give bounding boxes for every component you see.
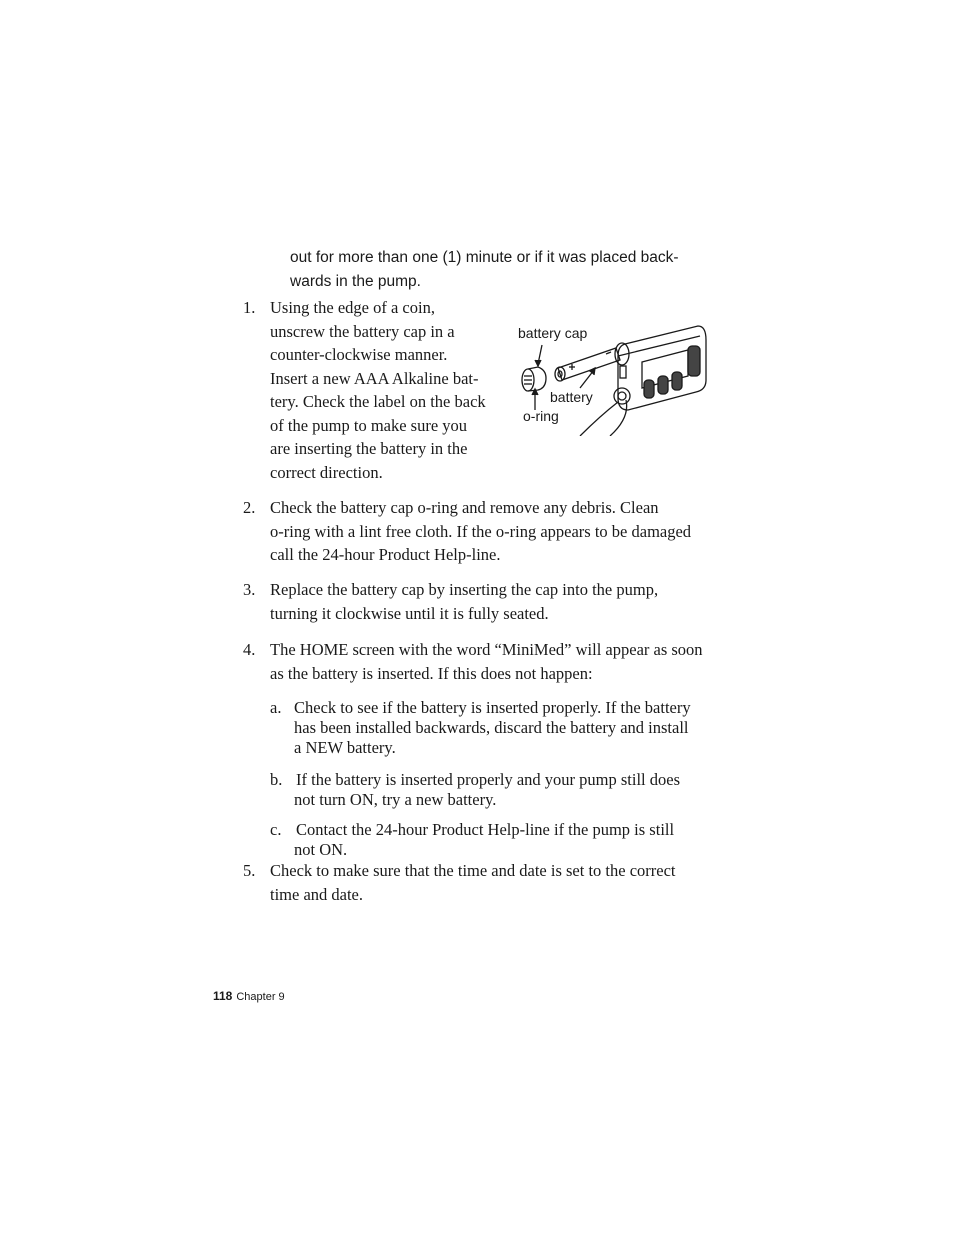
battery-diagram [510, 318, 720, 436]
step-number: 1. [243, 298, 256, 317]
step-line: time and date. [270, 884, 364, 904]
step-line: are inserting the battery in the [270, 439, 468, 458]
substep-line: If the battery is inserted properly and your pump still does [296, 770, 680, 789]
substep-line: Contact the 24-hour Product Help-line if the pump is still [296, 820, 675, 839]
step-line: Using the edge of a coin, [270, 298, 435, 317]
battery-label: battery [550, 389, 593, 405]
step-line: correct direction. [270, 462, 383, 482]
step-line: Insert a new AAA Alkaline bat- [270, 368, 479, 388]
step-line: as the battery is inserted. If this does not happen: [270, 663, 593, 683]
chapter-label: Chapter 9 [236, 991, 285, 1003]
step-line: unscrew the battery cap in a [270, 321, 455, 341]
step-line: Check the battery cap o-ring and remove any debris. Clean [270, 498, 659, 517]
intro-line-2: wards in the pump. [290, 273, 421, 290]
step-line: tery. Check the label on the back [270, 392, 486, 411]
intro-text [290, 246, 730, 294]
step-number: 2. [243, 498, 256, 517]
step-line: Check to make sure that the time and date is set to the correct [270, 861, 676, 880]
step-number: 4. [243, 640, 256, 659]
substep-line: not ON. [294, 840, 348, 859]
substep-line: has been installed backwards, discard the battery and install [294, 718, 689, 737]
page-footer [213, 989, 285, 1003]
page-number: 118 [213, 989, 233, 1003]
substep-line: not turn ON, try a new battery. [294, 790, 497, 809]
step-line: counter-clockwise manner. [270, 345, 448, 364]
step-line: Replace the battery cap by inserting the cap into the pump, [270, 580, 659, 599]
substep-letter: c. [270, 820, 282, 839]
substep-line: Check to see if the battery is inserted properly. If the battery [294, 698, 691, 717]
battery-cap-label: battery cap [518, 325, 588, 341]
oring-label: o-ring [523, 408, 559, 424]
step-line: of the pump to make sure you [270, 415, 468, 435]
step-line: o-ring with a lint free cloth. If the o-ring appears to be damaged [270, 521, 692, 541]
step-line: call the 24-hour Product Help-line. [270, 545, 501, 564]
intro-line-1: out for more than one (1) minute or if it was placed back- [290, 249, 679, 266]
substep-letter: a. [270, 698, 282, 717]
step-line: turning it clockwise until it is fully seated. [270, 603, 549, 623]
substep-line: a NEW battery. [294, 738, 396, 757]
step-line: The HOME screen with the word “MiniMed” will appear as soon [270, 640, 703, 659]
substep-letter: b. [270, 770, 283, 789]
step-number: 3. [243, 580, 256, 599]
step-number: 5. [243, 861, 256, 880]
